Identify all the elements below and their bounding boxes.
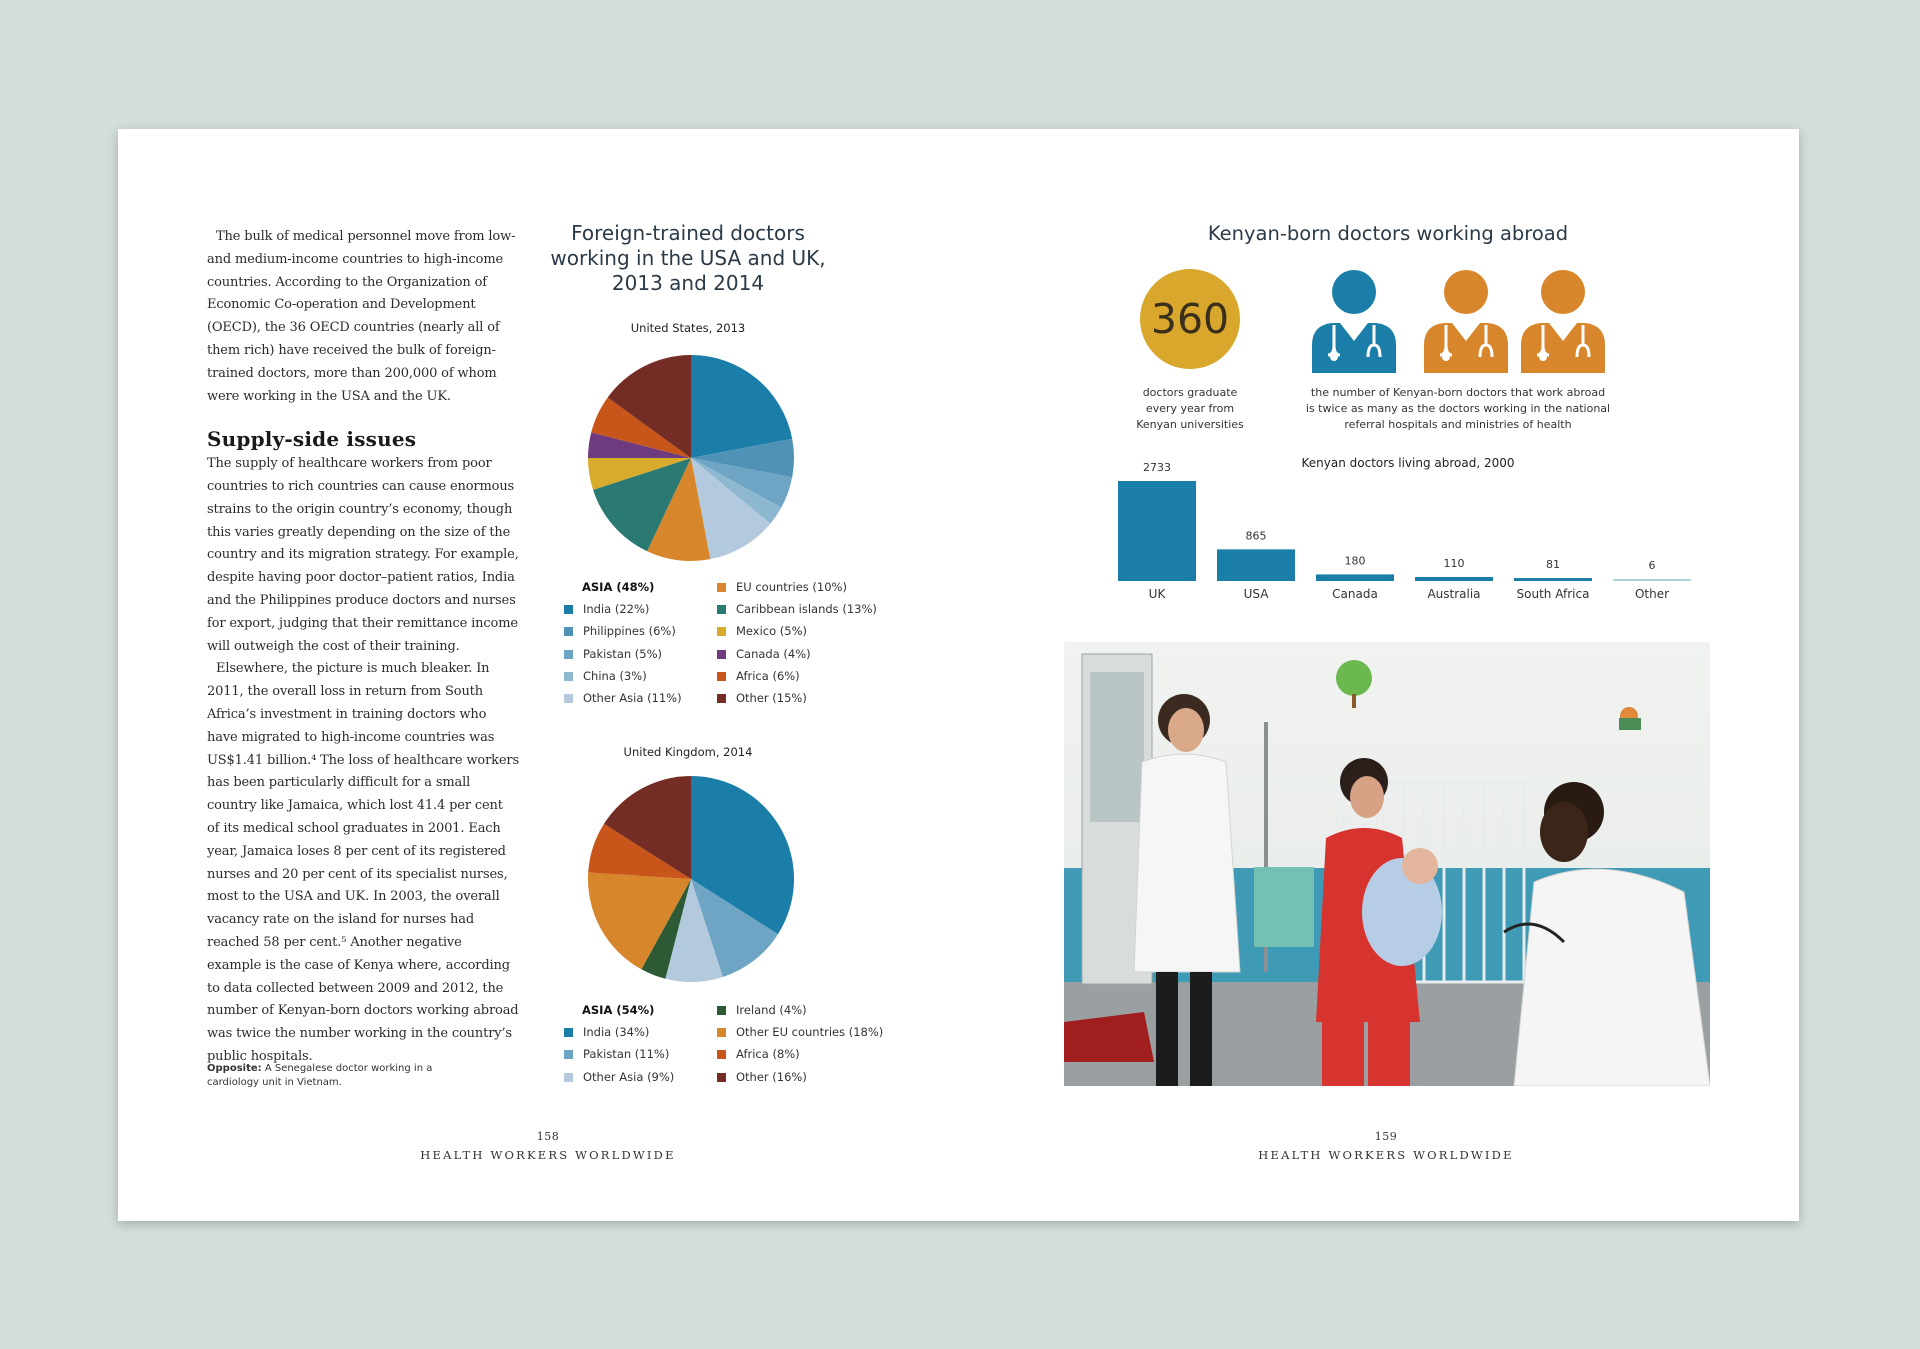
us-pie-legend-item <box>564 690 682 706</box>
us-pie-legend-item <box>717 601 877 617</box>
uk-pie-legend-swatch <box>564 1073 573 1082</box>
us-pie-legend-label: Caribbean islands (13%) <box>736 602 877 617</box>
body-paragraph: Elsewhere, the picture is much bleaker. In 2011, the overall loss in return from South Africa’s investment in training doctors who have migrated to high-income countries was US$1.41 billion.⁴ The loss of healthcare workers has been particularly difficult for a small country like Jamaica, which lost 41.4 per cent of its medical school graduates in 2001. Each year, Jamaica loses 8 per cent of its registered nurses and 20 per cent of its specialist nurses, most to the USA and UK. In 2003, the overall vacancy rate on the island for nurses had reached 58 per cent.⁵ Another negative example is the case of Kenya where, according to data collected between 2009 and 2012, the number of Kenyan-born doctors working abroad was twice the number working in the country’s public hospitals. <box>207 661 520 1064</box>
doctor-icon <box>1310 269 1398 373</box>
pie-chart-title <box>538 221 838 296</box>
uk-pie-legend-label: Pakistan (11%) <box>583 1047 670 1062</box>
us-pie-chart <box>586 353 796 563</box>
running-footer-right: HEALTH WORKERS WORLDWIDE <box>1258 1148 1514 1162</box>
bar-value-label: 865 <box>1245 529 1267 543</box>
kenya-title: Kenyan-born doctors working abroad <box>1207 222 1569 245</box>
bar <box>1316 574 1394 581</box>
bar <box>1217 549 1295 581</box>
uk-pie-legend-label: Africa (8%) <box>736 1047 800 1062</box>
uk-pie-legend-item <box>717 1046 800 1062</box>
uk-pie-legend-item <box>717 1024 883 1040</box>
caption-text: A Senegalese doctor working in a cardiology unit in Vietnam. <box>207 1063 433 1088</box>
us-pie-legend-label: Africa (6%) <box>736 668 800 683</box>
us-pie-legend-swatch <box>717 583 726 592</box>
section-heading: Supply-side issues <box>207 427 417 452</box>
us-pie-legend <box>545 579 875 709</box>
us-pie-legend-item <box>564 646 662 662</box>
us-pie-legend-item <box>564 623 676 639</box>
bar-category-label: Other <box>1634 587 1670 601</box>
us-pie-legend-swatch <box>564 650 573 659</box>
bar-value-label: 6 <box>1648 559 1656 572</box>
us-pie-legend-label: Other Asia (11%) <box>583 691 682 705</box>
bar <box>1514 578 1592 581</box>
page-number-right: 159 <box>1374 1130 1398 1143</box>
uk-pie-legend-item <box>717 1069 807 1085</box>
bar-category-label: South Africa <box>1516 587 1590 601</box>
bar-value-label: 2733 <box>1143 461 1171 474</box>
note-line: is twice as many as the doctors working in the national <box>1305 402 1611 415</box>
note-line: doctors graduate <box>1142 386 1238 399</box>
uk-pie-legend-item <box>564 1046 669 1062</box>
us-pie-legend-swatch <box>717 672 726 681</box>
kenya-bar-chart <box>1084 449 1804 629</box>
bar-chart-title: Kenyan doctors living abroad, 2000 <box>1301 456 1515 470</box>
us-pie-legend-swatch <box>717 627 726 636</box>
us-pie-legend-item <box>717 623 807 639</box>
doctor-icon <box>1422 269 1510 373</box>
caption-label: Opposite: <box>207 1063 262 1074</box>
bar-value-label: 110 <box>1443 556 1465 570</box>
us-pie-legend-swatch <box>564 627 573 636</box>
bar-category-label: Australia <box>1427 587 1481 601</box>
uk-pie-legend-label: Ireland (4%) <box>736 1003 807 1017</box>
bar-value-label: 81 <box>1546 558 1560 572</box>
bar-category-label: Canada <box>1332 587 1378 601</box>
us-pie-legend-swatch <box>717 605 726 614</box>
bar <box>1118 481 1196 581</box>
body-paragraph: The bulk of medical personnel move from low- and medium-income countries to high-income countries. According to the Organization of Economic Co-operation and Development (OECD), the 36 OECD countries (nearly all of them rich) have received the bulk of foreign-trained doctors, more than 200,000 of whom were working in the USA and the UK. <box>207 229 516 404</box>
us-pie-legend-label: Mexico (5%) <box>736 624 808 639</box>
us-pie-legend-swatch <box>717 650 726 659</box>
uk-pie-legend-item <box>564 1024 649 1040</box>
uk-pie-group-heading: ASIA (54%) <box>582 1003 655 1017</box>
us-pie-legend-label: Philippines (6%) <box>583 624 676 639</box>
uk-pie-legend-label: Other Asia (9%) <box>583 1069 675 1084</box>
bar-value-label: 180 <box>1344 554 1366 568</box>
doctor-icon <box>1519 269 1607 373</box>
us-pie-legend-label: Pakistan (5%) <box>583 646 663 661</box>
note-line: every year from <box>1145 402 1235 415</box>
pie-chart-title-text: Foreign-trained doctors working in the USA and UK, 2013 and 2014 <box>550 221 826 295</box>
uk-pie-legend-label: India (34%) <box>583 1025 650 1040</box>
us-pie-legend-label: India (22%) <box>583 602 650 617</box>
us-pie-group-heading: ASIA (48%) <box>582 580 655 594</box>
us-pie-legend-item <box>564 668 647 684</box>
us-pie-legend-label: China (3%) <box>583 668 647 683</box>
bar-category-label: USA <box>1243 587 1269 601</box>
running-footer-left: HEALTH WORKERS WORLDWIDE <box>420 1148 676 1162</box>
body-paragraph: The supply of healthcare workers from poor countries to rich countries can cause enormous strains to the origin country’s economy, though this varies greatly depending on the size of the country and its migration strategy. For example, despite having poor doctor–patient ratios, India and the Philippines produce doctors and nurses for export, judging that their remittance income will outweigh the cost of their training. <box>207 456 519 654</box>
uk-pie-legend-item <box>564 1069 674 1085</box>
us-pie-legend-item <box>717 690 807 706</box>
photo-caption <box>207 1062 437 1090</box>
us-pie-legend-label: Canada (4%) <box>736 646 811 661</box>
bar <box>1415 577 1493 581</box>
graduates-stat-number: 360 <box>1150 295 1230 343</box>
graduates-note <box>1110 385 1270 433</box>
us-pie-legend-swatch <box>564 694 573 703</box>
note-line: referral hospitals and ministries of health <box>1344 418 1572 431</box>
uk-pie-legend-label: Other (16%) <box>736 1069 807 1084</box>
uk-pie-legend-swatch <box>717 1050 726 1059</box>
uk-pie-subtitle: United Kingdom, 2014 <box>623 745 753 759</box>
doctors-abroad-note <box>1278 385 1638 433</box>
graduates-stat-circle <box>1140 269 1240 369</box>
uk-pie-legend <box>545 1002 884 1084</box>
bar <box>1613 579 1691 581</box>
uk-pie-legend-item <box>717 1002 807 1018</box>
note-line: Kenyan universities <box>1136 418 1244 431</box>
doctor-photo <box>1064 642 1710 1086</box>
us-pie-legend-swatch <box>717 694 726 703</box>
us-pie-legend-label: EU countries (10%) <box>736 580 847 594</box>
note-line: the number of Kenyan-born doctors that work abroad <box>1310 386 1606 399</box>
uk-pie-legend-swatch <box>717 1028 726 1037</box>
us-pie-legend-item <box>717 579 847 595</box>
us-pie-legend-swatch <box>564 605 573 614</box>
uk-pie-legend-swatch <box>717 1073 726 1082</box>
uk-pie-legend-swatch <box>717 1006 726 1015</box>
us-pie-legend-label: Other (15%) <box>736 691 807 705</box>
uk-pie-legend-swatch <box>564 1028 573 1037</box>
us-pie-legend-item <box>717 646 811 662</box>
us-pie-legend-item <box>717 668 800 684</box>
uk-pie-legend-swatch <box>564 1050 573 1059</box>
us-pie-legend-item <box>564 601 649 617</box>
us-pie-legend-swatch <box>564 672 573 681</box>
uk-pie-legend-label: Other EU countries (18%) <box>736 1025 884 1040</box>
book-spread <box>118 129 1799 1221</box>
body-text-column <box>207 226 519 1069</box>
uk-pie-chart <box>586 774 796 984</box>
page-number-left: 158 <box>536 1130 560 1143</box>
bar-category-label: UK <box>1148 587 1166 601</box>
us-pie-subtitle: United States, 2013 <box>630 321 746 335</box>
